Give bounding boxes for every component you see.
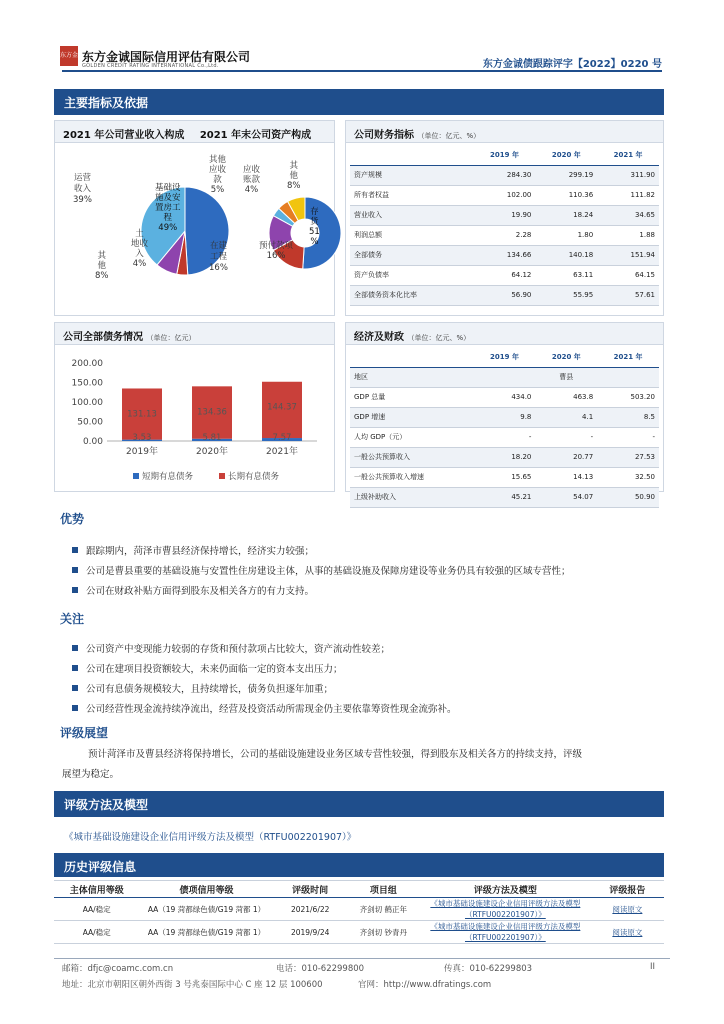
economy-table: [350, 347, 659, 508]
table-row: 一般公共预算收入增速 15.65 14.13 32.50: [350, 467, 659, 487]
table-row: 所有者权益 102.00 110.36 111.82: [350, 185, 659, 205]
table-row: 全部债务 134.66 140.18 151.94: [350, 245, 659, 265]
pie2-label-construction: 在建 工程 16%: [209, 241, 228, 273]
outlook-title: 评级展望: [60, 726, 109, 740]
pie2-label-other: 其 他 8%: [287, 161, 301, 191]
debt-panel-title: 公司全部债务情况 （单位：亿元）: [55, 323, 334, 345]
bullet-square-icon: [72, 685, 78, 691]
y-tick-label: 50.00: [77, 417, 103, 428]
table-row: 全部债务资本化比率 56.90 55.95 57.61: [350, 285, 659, 305]
footer-tel: 电话：010-62299800: [276, 964, 365, 974]
bullet-item: 公司有息债务规模较大，且持续增长，债务负担逐年加重；: [72, 681, 333, 695]
bullet-square-icon: [72, 587, 78, 593]
pie1-label-other: 其 他 8%: [95, 251, 109, 281]
method-link[interactable]: 《城市基础设施建设企业信用评级方法及模型（RTFU002201907）》: [64, 832, 357, 843]
col-header: 评级时间: [274, 881, 347, 898]
data-label-long: 144.37: [267, 402, 297, 413]
concerns-title: 关注: [60, 612, 85, 626]
table-row: 上级补助收入 45.21 54.07 50.90: [350, 487, 659, 507]
bullet-square-icon: [72, 547, 78, 553]
history-band: 历史评级信息: [54, 853, 664, 877]
col-header: 评级方法及模型: [420, 881, 591, 898]
company-name-en: GOLDEN CREDIT RATING INTERNATIONAL Co.,Ltd.: [82, 63, 219, 69]
table-row: 资产规模 284.30 299.19 311.90: [350, 165, 659, 185]
legend-label: 短期有息债务: [142, 472, 194, 482]
pie1-label-infra: 基础设 施及安 置房工 程 49%: [155, 183, 181, 233]
economy-panel-title: 经济及财政 （单位：亿元、%）: [346, 323, 663, 345]
col-header: 2020 年: [535, 347, 597, 367]
table-row: 利润总额 2.28 1.80 1.88: [350, 225, 659, 245]
bullet-item: 公司是曹县重要的基础设施与安置性住房建设主体，从事的基础设施及保障房建设等业务仍具有较强的区域专营性；: [72, 563, 571, 577]
legend-label: 长期有息债务: [228, 472, 280, 482]
table-row: 营业收入 19.90 18.24 34.65: [350, 205, 659, 225]
col-header: 项目组: [347, 881, 420, 898]
x-tick-label: 2019年: [126, 447, 158, 457]
table-row: 资产负债率 64.12 63.11 64.15: [350, 265, 659, 285]
x-tick-label: 2020年: [196, 447, 228, 457]
footer-fax: 传真：010-62299803: [444, 964, 533, 974]
advantages-title: 优势: [60, 512, 85, 526]
data-label-short: 3.53: [132, 433, 152, 443]
table-row: GDP 增速 9.8 4.1 8.5: [350, 407, 659, 427]
pie2-label-receivable: 应收 账款 4%: [243, 165, 261, 195]
method-band: 评级方法及模型: [54, 791, 664, 817]
pie2-title: 2021 年末公司资产构成: [199, 130, 312, 141]
pie1-title: 2021 年公司营业收入构成: [63, 130, 185, 141]
table-row: GDP 总量 434.0 463.8 503.20: [350, 387, 659, 407]
economy-panel: [345, 322, 664, 501]
composition-panel: [54, 120, 335, 316]
page-number: II: [650, 962, 656, 972]
table-row: AA/稳定 AA（19 菏都绿色债/G19 菏都 1） 2019/9/24 齐剑切 钞青丹 《城市基础设施建设企业信用评级方法及模型 （RTFU002201907）》 阅读原文: [54, 921, 664, 944]
col-header: [350, 145, 474, 165]
debt-panel: [54, 322, 335, 492]
read-original-link[interactable]: 阅读原文: [591, 921, 664, 944]
bullet-square-icon: [72, 705, 78, 711]
logo: [60, 46, 79, 79]
legend-swatch: [219, 473, 225, 479]
col-header: [350, 347, 474, 367]
bullet-square-icon: [72, 567, 78, 573]
pie1-label-land: 土 地收 入 4%: [131, 229, 149, 269]
footer-address: 地址：北京市朝阳区朝外西街 3 号兆泰国际中心 C 座 12 层 100600: [62, 980, 323, 990]
composition-panel-titles: [55, 121, 334, 143]
col-header: 2021 年: [597, 145, 659, 165]
y-tick-label: 0.00: [82, 437, 103, 447]
outlook-text-2: 展望为稳定。: [62, 769, 120, 780]
table-row: 一般公共预算收入 18.20 20.77 27.53: [350, 447, 659, 467]
col-header: 2021 年: [597, 347, 659, 367]
bullet-item: 公司在财政补贴方面得到股东及相关各方的有力支持。: [72, 583, 314, 597]
col-header: 主体信用等级: [54, 881, 139, 898]
history-table: [54, 880, 664, 944]
pie2-label-other-receivable: 其他 应收 款 5%: [209, 155, 227, 195]
financial-panel-title: 公司财务指标 （单位：亿元、%）: [346, 121, 663, 143]
table-row: 地区 曹县: [350, 367, 659, 387]
bullet-item: 公司经营性现金流持续净流出，经营及投资活动所需现金仍主要依靠筹资性现金流弥补。: [72, 701, 457, 715]
financial-panel: [345, 120, 664, 316]
table-row: AA/稳定 AA（19 菏都绿色债/G19 菏都 1） 2021/6/22 齐剑切 鹤正年 《城市基础设施建设企业信用评级方法及模型 （RTFU002201907）》 阅读原文: [54, 898, 664, 921]
read-original-link[interactable]: 阅读原文: [591, 898, 664, 921]
footer-rule: [54, 958, 670, 959]
bullet-item: 跟踪期内，菏泽市曹县经济保持增长，经济实力较强；: [72, 543, 314, 557]
data-label-long: 134.36: [197, 407, 227, 418]
bullet-item: 公司资产中变现能力较弱的存货和预付款项占比较大，资产流动性较差；: [72, 641, 390, 655]
col-header: 2019 年: [474, 145, 536, 165]
header-rule: [62, 70, 662, 72]
footer-web[interactable]: 官网：http://www.dfratings.com: [358, 980, 492, 990]
x-tick-label: 2021年: [266, 447, 298, 457]
y-tick-label: 100.00: [71, 398, 103, 408]
data-label-short: 5.81: [202, 433, 222, 443]
bullet-square-icon: [72, 645, 78, 651]
method-link-cell[interactable]: 《城市基础设施建设企业信用评级方法及模型 （RTFU002201907）》: [420, 898, 591, 921]
data-label-long: 131.13: [127, 409, 157, 420]
financial-table: [350, 145, 659, 306]
bullet-square-icon: [72, 665, 78, 671]
main-indicators-band: 主要指标及依据: [54, 89, 664, 115]
data-label-short: 7.57: [272, 433, 292, 443]
outlook-text-1: 预计菏泽市及曹县经济将保持增长，公司的基础设施建设业务区域专营性较强，得到股东及相关各方的持续支持，评级: [88, 749, 583, 760]
bullet-item: 公司在建项目投资额较大，未来仍面临一定的资本支出压力；: [72, 661, 343, 675]
col-header: 债项信用等级: [139, 881, 273, 898]
debt-bar-chart: [55, 345, 336, 491]
table-row: 人均 GDP（元） - - -: [350, 427, 659, 447]
y-tick-label: 200.00: [71, 359, 103, 369]
footer-email: 邮箱：dfjc@coamc.com.cn: [62, 964, 174, 974]
company-name-cn: 东方金诚国际信用评估有限公司: [82, 50, 251, 64]
y-tick-label: 150.00: [71, 378, 103, 389]
method-link-cell[interactable]: 《城市基础设施建设企业信用评级方法及模型 （RTFU002201907）》: [420, 921, 591, 944]
col-header: 评级报告: [591, 881, 664, 898]
pie2-label-inventory: 存 货 51 %: [309, 207, 320, 247]
report-number: 东方金诚债跟踪评字【2022】0220 号: [482, 59, 662, 70]
pie1-label-ops: 运营 收入 39%: [73, 173, 92, 205]
col-header: 2020 年: [535, 145, 597, 165]
col-header: 2019 年: [474, 347, 536, 367]
legend-swatch: [133, 473, 139, 479]
logo-mark-text: 东方金诚: [60, 52, 79, 79]
pie2-label-prepay: 预付款项 16%: [259, 241, 294, 261]
